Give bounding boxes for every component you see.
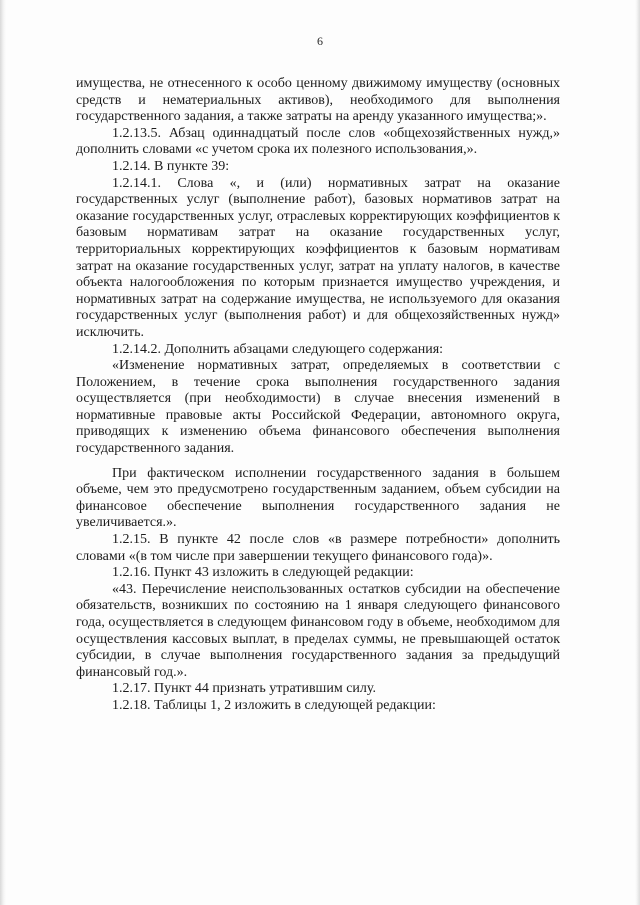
scan-edge-right <box>635 0 640 905</box>
paragraph-1-2-14: 1.2.14. В пункте 39: <box>112 158 230 174</box>
scan-edge-left <box>0 0 6 905</box>
document-body <box>76 76 560 715</box>
paragraph-1-2-16: 1.2.16. Пункт 43 изложить в следующей редакции: <box>112 565 414 581</box>
paragraph-quoted-item-43: «43. Перечисление неиспользованных остатков субсидии на обеспечение обязательств, возникших по состоянию на 1 января следующего финансового года, осуществляется в следующем финансовом году в объеме, необходимом для осуществления кассовых выплат, в пределах суммы, не превышающей остаток субсидии, в случае выполнения государственного задания за предыдущий финансовый год.». <box>76 581 560 680</box>
paragraph-1-2-14-2: 1.2.14.2. Дополнить абзацами следующего содержания: <box>112 341 444 357</box>
page-number: 6 <box>317 34 323 48</box>
paragraph-1-2-14-1: 1.2.14.1. Слова «, и (или) нормативных затрат на оказание государственных услуг (выполнение работ), базовых нормативов затрат на оказание государственных услуг, отраслевых корректирующих коэффициентов к базовым нормативам затрат на оказание государственных услуг, территориальных корректирующих коэффициентов к базовым нормативам затрат на оказание государственных услуг, затрат на уплату налогов, в качестве объекта налогообложения по которым признается имущество учреждения, и нормативных затрат на содержание имущества, не используемого для оказания государственных услуг (выполнения работ) и для общехозяйственных нужд» исключить. <box>76 175 560 340</box>
paragraph-quoted-actual-execution: При фактическом исполнении государственного задания в большем объеме, чем это предусмотрено государственным заданием, объем субсидии на финансовое обеспечение выполнения государственного задания не увеличивается.». <box>76 465 560 531</box>
paragraph-property-continuation: имущества, не отнесенного к особо ценному движимому имуществу (основных средств и нематериальных активов), необходимого для выполнения государственного задания, а также затраты на аренду указанного имущества;». <box>76 76 560 125</box>
paragraph-1-2-15: 1.2.15. В пункте 42 после слов «в размере потребности» дополнить словами «(в том числе при завершении текущего финансового года)». <box>76 532 560 564</box>
paragraph-quoted-normative-costs: «Изменение нормативных затрат, определяемых в соответствии с Положением, в течение срока выполнения государственного задания осуществляется (при необходимости) в случае внесения изменений в нормативные правовые акты Российской Федерации, автономного округа, приводящих к изменению объема финансового обеспечения выполнения государственного задания. <box>76 358 560 457</box>
paragraph-1-2-13-5: 1.2.13.5. Абзац одиннадцатый после слов «общехозяйственных нужд,» дополнить словами «с учетом срока их полезного использования,». <box>76 125 560 158</box>
paragraph-1-2-18: 1.2.18. Таблицы 1, 2 изложить в следующей редакции: <box>112 697 436 713</box>
paragraph-1-2-17: 1.2.17. Пункт 44 признать утратившим силу. <box>112 681 376 697</box>
